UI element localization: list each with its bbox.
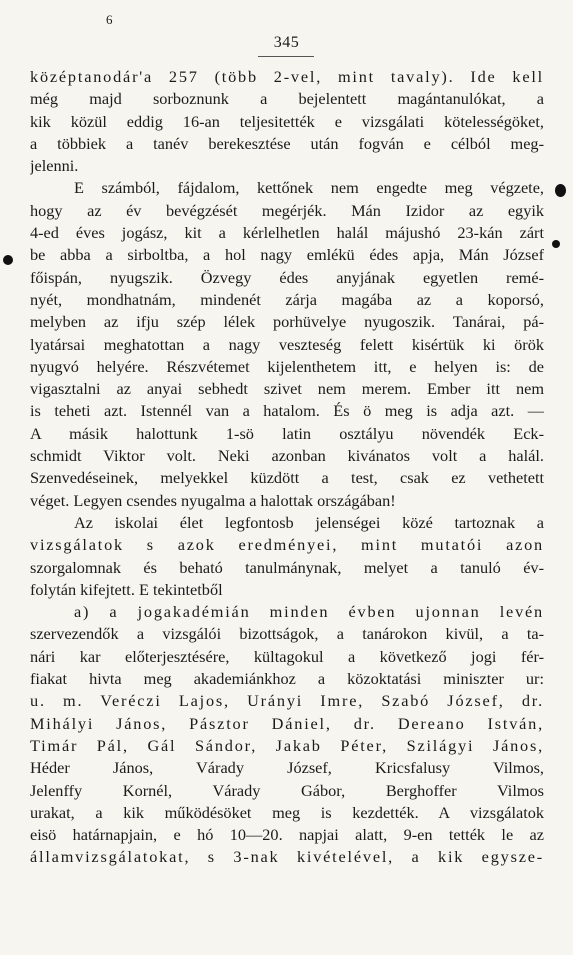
page-number-rule [258, 56, 314, 57]
text-line: Mihályi János, Pásztor Dániel, dr. Dereano István, [30, 713, 544, 733]
text-line: schmidt Viktor volt. Neki azonban kivánatos volt a halál. [30, 446, 544, 466]
text-line: még majd sorboznunk a bejelentett magántanulókat, a [30, 89, 544, 109]
corner-mark: 6 [106, 12, 113, 27]
page-text [30, 66, 544, 869]
text-line: vizsgálatok s azok eredményei, mint mutatói azon [30, 535, 544, 555]
text-line: szorgalomnak és beható tanulmánynak, melyet a tanuló év- [30, 557, 544, 577]
text-line: A másik halottunk 1-sö latin osztályu növendék Eck- [30, 423, 544, 443]
ink-speck [3, 255, 13, 265]
text-line: is teheti azt. Istennél van a hatalom. És ö meg is adja azt. — [30, 401, 544, 421]
text-line: Szenvedéseinek, melyekkel küzdött a test, csak ez vethetett [30, 468, 544, 488]
text-line: melyben az ifju szép lélek porhüvelye nyugoszik. Tanárai, pá- [30, 312, 544, 332]
text-line: jelenni. [30, 156, 79, 176]
text-line: hogy az év bevégzését megérjék. Mán Izidor az egyik [30, 200, 544, 220]
text-line: középtanodár'a 257 (több 2-vel, mint tavaly). Ide kell [30, 67, 544, 86]
text-line: urakat, a kik működésöket meg is kezdették. A vizsgálatok [30, 802, 544, 822]
text-line: Az iskolai élet legfontosb jelenségei közé tartoznak a [74, 512, 544, 532]
text-line: nyét, mondhatnám, mindenét zárja magába az a koporsó, [30, 289, 544, 309]
text-line: szervezendők a vizsgálói bizottságok, a tanárokon kivül, a ta- [30, 624, 544, 644]
text-line: a többiek a tanév berekesztése után fogván e célból meg- [30, 133, 544, 153]
ink-speck [552, 240, 560, 248]
text-line: folytán kifejtett. E tekintetből [30, 579, 223, 599]
text-line: főispán, nyugszik. Özvegy édes anyjának egyetlen remé- [30, 267, 544, 287]
text-line: vigasztalni az anyai sebhedt szivet nem merem. Ember itt nem [30, 379, 544, 399]
text-line: Jelenffy Kornél, Várady Gábor, Berghoffer Vilmos [30, 780, 544, 800]
page-number: 345 [273, 34, 300, 51]
text-line: kik közül eddig 16-an teljesitették e vizsgálati kötelességöket, [30, 111, 544, 131]
ink-speck [555, 184, 566, 197]
text-line: Timár Pál, Gál Sándor, Jakab Péter, Szilágyi János, [30, 735, 544, 755]
text-line: nári kar előterjesztésére, kültagokul a következő jogi fér- [30, 646, 544, 666]
text-line: a) a jogakadémián minden évben ujonnan levén [74, 602, 544, 622]
text-line: véget. Legyen csendes nyugalma a halottak országában! [30, 490, 396, 510]
text-line: nyugvó helyére. Részvétemet kijelenthetem itt, e helyen is: de [30, 356, 544, 376]
text-line: be abba a sirboltba, a hol nagy emlékü édes apja, Mán József [30, 245, 544, 265]
text-line: u. m. Veréczi Lajos, Urányi Imre, Szabó József, dr. [30, 691, 544, 711]
text-line: E számból, fájdalom, kettőnek nem engedte meg végzete, [74, 178, 544, 198]
text-line: eisö határnapjain, e hó 10—20. napjai alatt, 9-en tették le az [30, 825, 544, 845]
text-line: lyatársai meghatottan a nagy veszteség felett kisértük ki örök [30, 334, 544, 354]
text-line: fiakat hivta meg akademiánkhoz a közoktatási miniszter ur: [30, 669, 544, 689]
text-line: államvizsgálatokat, s 3-nak kivételével, a kik egysze- [30, 847, 544, 867]
text-line: Héder János, Várady József, Kricsfalusy Vilmos, [30, 758, 544, 778]
text-line: 4-ed éves jogász, kit a kérlelhetlen halál májushó 23-kán zárt [30, 223, 544, 243]
